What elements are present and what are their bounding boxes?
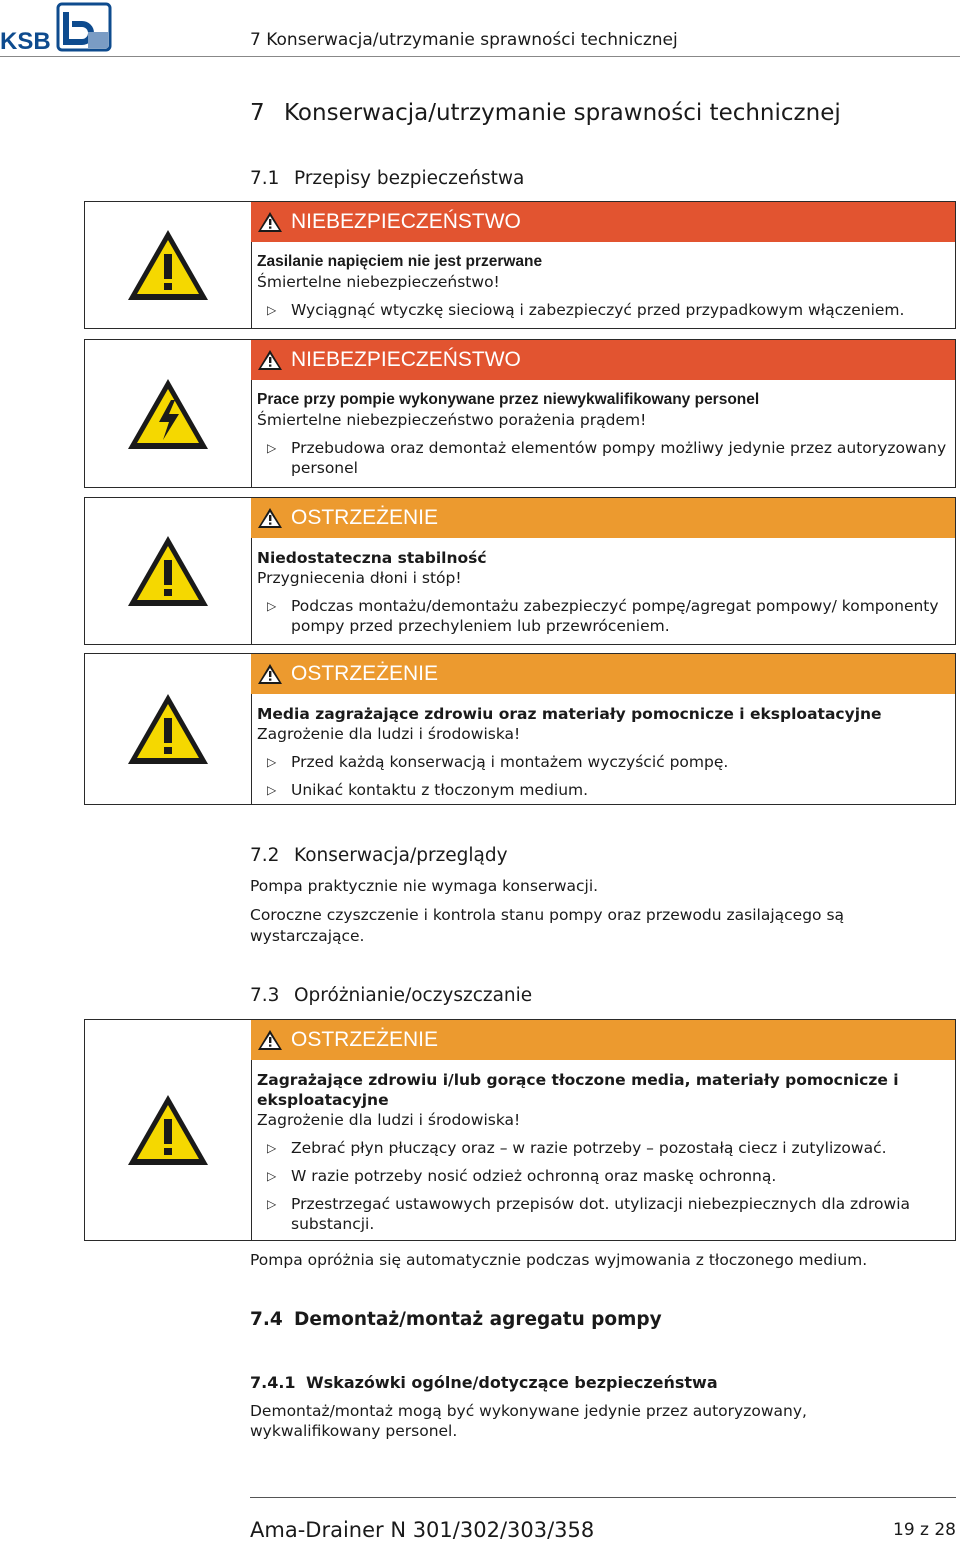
- instruction-item: ▷ Wyciągnąć wtyczkę sieciową i zabezpieczyć przed przypadkowym włączeniem.: [267, 301, 905, 319]
- hazard-title: Media zagrażające zdrowiu oraz materiały pomocnicze i eksploatacyjne: [257, 705, 882, 723]
- section-7-1-heading: [250, 168, 524, 189]
- notice-icon-cell: [85, 1020, 252, 1240]
- section-number: 7.1: [250, 168, 280, 189]
- warning-icon: [125, 1092, 211, 1168]
- small-warning-icon: [257, 1029, 283, 1051]
- paragraph: Coroczne czyszczenie i kontrola stanu pompy oraz przewodu zasilającego są: [250, 906, 845, 924]
- section-title: Wskazówki ogólne/dotyczące bezpieczeństwa: [306, 1373, 718, 1392]
- electric-shock-icon: [125, 376, 211, 452]
- instruction-item: ▷ Zebrać płyn płuczący oraz – w razie potrzeby – pozostałą ciecz i zutylizować.: [267, 1139, 887, 1157]
- hazard-title: Zasilanie napięciem nie jest przerwane: [257, 253, 543, 270]
- running-header: 7 Konserwacja/utrzymanie sprawności technicznej: [250, 30, 678, 50]
- small-warning-icon: [257, 211, 283, 233]
- paragraph: wykwalifikowany personel.: [250, 1422, 458, 1440]
- small-warning-icon: [257, 663, 283, 685]
- section-title: Opróżnianie/oczyszczanie: [294, 985, 533, 1006]
- hazard-consequence: Przygniecenia dłoni i stóp!: [257, 569, 462, 587]
- section-title: Przepisy bezpieczeństwa: [294, 168, 525, 189]
- notice-signal-band: [251, 654, 955, 694]
- small-warning-icon: [257, 507, 283, 529]
- hazard-title: Zagrażające zdrowiu i/lub gorące tłoczone media, materiały pomocnicze i eksploatacyjne: [257, 1071, 899, 1109]
- section-7-2-heading: [250, 845, 508, 866]
- section-title: Konserwacja/przeglądy: [294, 845, 508, 866]
- hazard-consequence: Śmiertelne niebezpieczeństwo porażenia prądem!: [257, 411, 647, 429]
- section-title: Demontaż/montaż agregatu pompy: [294, 1309, 662, 1330]
- chapter-heading: [250, 100, 841, 126]
- footer-divider: [250, 1497, 956, 1498]
- instruction-item: ▷ Podczas montażu/demontażu zabezpieczyć pompę/agregat pompowy/ komponenty pompy przed przechyleniem lub przewróceniem.: [267, 597, 939, 635]
- section-number: 7.3: [250, 985, 280, 1006]
- document-title: Ama-Drainer N 301/302/303/358: [250, 1518, 595, 1542]
- signal-word: OSTRZEŻENIE: [291, 662, 439, 685]
- ksb-logo: [0, 2, 118, 52]
- section-number: 7.2: [250, 845, 280, 866]
- paragraph: Pompa opróżnia się automatycznie podczas wyjmowania z tłoczonego medium.: [250, 1251, 868, 1269]
- chapter-number: 7: [250, 100, 265, 126]
- signal-word: OSTRZEŻENIE: [291, 506, 439, 529]
- notice-content: [257, 252, 947, 320]
- notice-icon-cell: [85, 498, 252, 644]
- section-number: 7.4.1: [250, 1373, 296, 1392]
- notice-signal-band: [251, 1020, 955, 1060]
- notice-signal-band: [251, 340, 955, 380]
- instruction-item: ▷ Przebudowa oraz demontaż elementów pompy możliwy jedynie przez autoryzowany personel: [267, 439, 947, 477]
- logo-text: KSB: [0, 28, 51, 52]
- paragraph: Pompa praktycznie nie wymaga konserwacji.: [250, 877, 599, 895]
- hazard-consequence: Zagrożenie dla ludzi i środowiska!: [257, 1111, 521, 1129]
- header-divider: [0, 56, 960, 57]
- warning-icon: [125, 227, 211, 303]
- notice-content: [257, 704, 947, 800]
- warning-notice-2: [84, 653, 956, 805]
- warning-icon: [125, 533, 211, 609]
- signal-word: NIEBEZPIECZEŃSTWO: [291, 348, 521, 371]
- section-7-4-heading: [250, 1309, 662, 1330]
- notice-signal-band: [251, 202, 955, 242]
- notice-icon-cell: [85, 202, 252, 328]
- page-number: 19 z 28: [893, 1520, 956, 1540]
- warning-notice-1: [84, 497, 956, 645]
- instruction-item: ▷ Unikać kontaktu z tłoczonym medium.: [267, 781, 589, 799]
- notice-content: [257, 548, 947, 636]
- paragraph: Demontaż/montaż mogą być wykonywane jedynie przez autoryzowany,: [250, 1402, 807, 1420]
- danger-notice-1: [84, 201, 956, 329]
- notice-icon-cell: [85, 340, 252, 487]
- signal-word: OSTRZEŻENIE: [291, 1028, 439, 1051]
- section-7-4-1-heading: [250, 1373, 718, 1392]
- instruction-item: ▷ Przestrzegać ustawowych przepisów dot. utylizacji niebezpiecznych dla zdrowia substancji.: [267, 1195, 911, 1233]
- section-7-3-heading: [250, 985, 532, 1006]
- paragraph: wystarczające.: [250, 927, 365, 945]
- chapter-title: Konserwacja/utrzymanie sprawności technicznej: [284, 100, 841, 126]
- hazard-consequence: Zagrożenie dla ludzi i środowiska!: [257, 725, 521, 743]
- notice-signal-band: [251, 498, 955, 538]
- hazard-title: Niedostateczna stabilność: [257, 549, 487, 567]
- notice-icon-cell: [85, 654, 252, 804]
- hazard-consequence: Śmiertelne niebezpieczeństwo!: [257, 273, 500, 291]
- warning-icon: [125, 691, 211, 767]
- small-warning-icon: [257, 349, 283, 371]
- notice-content: [257, 1070, 947, 1234]
- section-number: 7.4: [250, 1309, 283, 1330]
- instruction-item: ▷ W razie potrzeby nosić odzież ochronną oraz maskę ochronną.: [267, 1167, 777, 1185]
- notice-content: [257, 390, 947, 478]
- warning-notice-3: [84, 1019, 956, 1241]
- danger-notice-2: [84, 339, 956, 488]
- instruction-item: ▷ Przed każdą konserwacją i montażem wyczyścić pompę.: [267, 753, 729, 771]
- hazard-title: Prace przy pompie wykonywane przez niewykwalifikowany personel: [257, 391, 760, 408]
- signal-word: NIEBEZPIECZEŃSTWO: [291, 210, 521, 233]
